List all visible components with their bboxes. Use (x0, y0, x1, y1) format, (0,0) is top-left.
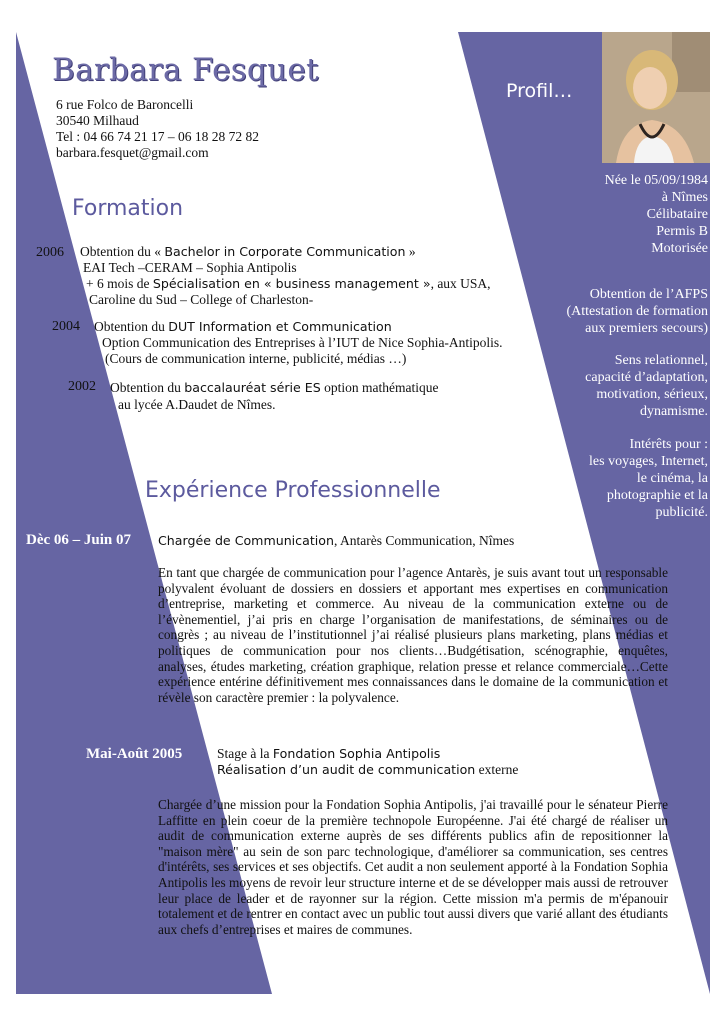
interest-line: photographie et la (606, 488, 708, 503)
afps-line: Obtention de l’AFPS (589, 287, 708, 302)
birth-date: Née le 05/09/1984 (604, 173, 708, 188)
formation-line: EAI Tech –CERAM – Sophia Antipolis (83, 260, 297, 275)
experience-date: Mai-Août 2005 (86, 746, 183, 762)
experience-role: Chargée de Communication, Antarès Communication, Nîmes (158, 533, 515, 548)
quality-line: dynamisme. (639, 404, 708, 419)
profil-qualities (518, 352, 708, 420)
profil-personal (518, 172, 708, 257)
birth-place: à Nîmes (661, 190, 708, 205)
quality-line: capacité d’adaptation, (585, 370, 708, 385)
afps-line: (Attestation de formation (566, 304, 708, 319)
formation-line: Option Communication des Entreprises à l’IUT de Nice Sophia-Antipolis. (102, 335, 503, 350)
experience-title: Expérience Professionnelle (145, 478, 441, 503)
driving-license: Permis B (656, 224, 708, 239)
formation-line: + 6 mois de Spécialisation en « business management », aux USA, (86, 276, 491, 291)
formation-line: Obtention du DUT Information et Communication (94, 319, 392, 334)
formation-line: Obtention du « Bachelor in Corporate Communication » (80, 244, 416, 259)
quality-line: motivation, sérieux, (596, 387, 708, 402)
formation-line: Obtention du baccalauréat série ES option mathématique (110, 380, 439, 395)
quality-line: Sens relationnel, (614, 353, 708, 368)
interest-line: Intérêts pour : (629, 437, 708, 452)
formation-line: au lycée A.Daudet de Nîmes. (118, 397, 276, 412)
formation-line: (Cours de communication interne, publicité, médias …) (105, 351, 407, 366)
marital-status: Célibataire (646, 207, 708, 222)
experience-description: Chargée d’une mission pour la Fondation Sophia Antipolis, j'ai travaillé pour le sénateur Pierre Laffitte en plein coeur de la première technopole Européenne. J'ai été chargé de réaliser un audit de communication externe auprès de ses différents publics afin de repositionner la "maison mère" au sein de son parc technologique, d'améliorer sa communication, ses centres d'intérêts, ses services et ses objectifs. Cet audit a non seulement apporté à la Fondation Sophia Antipolis les moyens de revoir leur structure interne et de se développer mais aussi de retrouver leur place de leader et de rayonner sur la région. Cette mission m'a permis de m'épanouir totalement et de rentrer en contact avec un public tout aussi divers que varié allant des étudiants aux chefs d’entreprises et maires de communes. (158, 797, 668, 937)
experience-subrole: Réalisation d’un audit de communication externe (217, 762, 519, 777)
formation-year: 2002 (68, 379, 96, 394)
phone: Tel : 04 66 74 21 17 – 06 18 28 72 82 (56, 129, 260, 144)
interest-line: les voyages, Internet, (589, 454, 708, 469)
afps-line: aux premiers secours) (585, 321, 708, 336)
vehicle: Motorisée (651, 241, 708, 256)
profile-photo (602, 32, 710, 163)
address-line-2: 30540 Milhaud (56, 113, 139, 128)
formation-year: 2006 (36, 245, 64, 260)
profil-title: Profil… (506, 80, 573, 102)
experience-role: Stage à la Fondation Sophia Antipolis (217, 746, 441, 761)
experience-date: Dèc 06 – Juin 07 (26, 532, 131, 548)
profil-afps (518, 286, 708, 337)
formation-line: Caroline du Sud – College of Charleston- (89, 292, 314, 307)
email[interactable]: barbara.fesquet@gmail.com (56, 145, 209, 160)
interest-line: le cinéma, la (636, 471, 708, 486)
formation-year: 2004 (52, 319, 80, 334)
portrait-image (602, 32, 710, 163)
address-line-1: 6 rue Folco de Baroncelli (56, 97, 194, 112)
contact-block (56, 97, 259, 161)
interest-line: publicité. (655, 505, 708, 520)
candidate-name: Barbara Fesquet (52, 52, 319, 88)
experience-description: En tant que chargée de communication pour l’agence Antarès, je suis avant tout un responsable polyvalent évoluant de dossiers en dossiers et apportant mes expertises en communication d’entreprise, marketing et commerce. Au niveau de la communication externe ou de l’évènementiel, j’ai pris en charge l’organisation de manifestations, de séminaires ou de congrès ; au niveau de l’institutionnel j’ai réalisé plusieurs plans marketing, plans médias et politiques de communication pour nos clients…Budgétisation, scénographie, enquêtes, analyses, études marketing, création graphique, relation presse et relance commerciale…Cette expérience entérine définitivement mes connaissances dans le domaine de la communication et révèle son caractère premier : la polyvalence. (158, 565, 668, 705)
formation-title: Formation (72, 196, 184, 221)
profil-interests (518, 436, 708, 521)
